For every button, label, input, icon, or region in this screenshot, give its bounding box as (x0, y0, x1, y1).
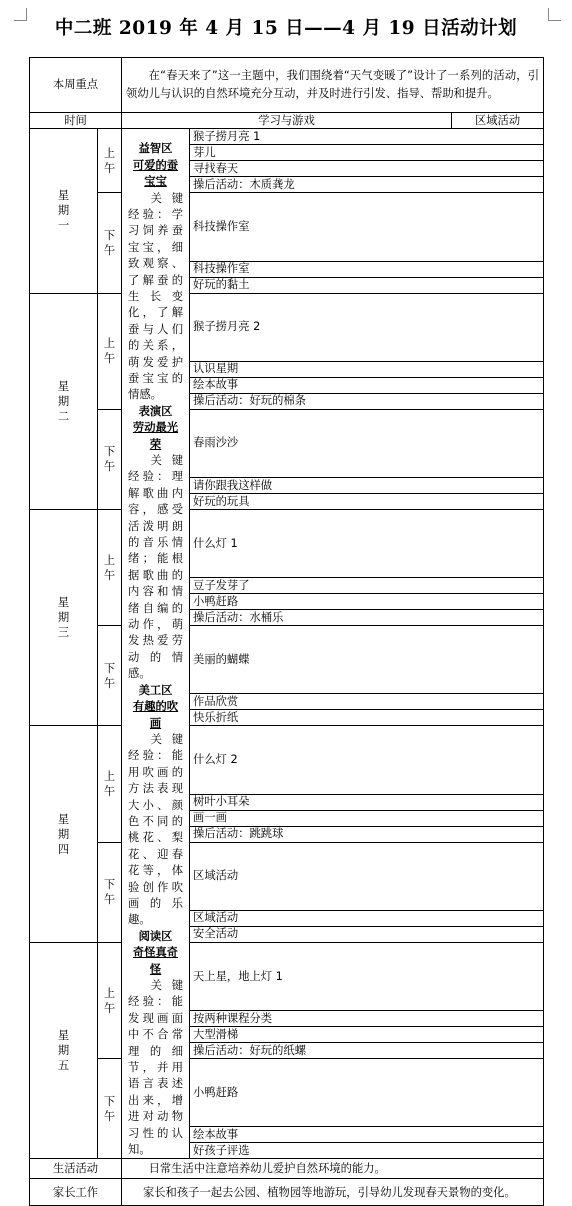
area-key-experience: 关键经验：能用吹画的方法表现大小、颜色不同的桃花、梨花、迎春花等，体验创作吹画的乐趣。 (128, 732, 184, 927)
activity-item: 画一画 (190, 810, 544, 826)
activity-item: 树叶小耳朵 (190, 794, 544, 810)
day-label (30, 726, 98, 942)
area-key-experience: 关键经验：理解歌曲内容，感受活泼明朗的音乐情绪；能根据歌曲的内容和情绪自编的动作，萌发热爱劳动的情感。 (128, 454, 184, 681)
pm-label: 下午 (98, 842, 122, 942)
activity-item: 绘本故事 (190, 1127, 544, 1143)
day-label-char: 星 (57, 812, 70, 826)
day-label-char: 期 (57, 1044, 70, 1058)
activity-item: 芽儿 (190, 145, 544, 161)
area-activity-name: 劳动最光荣 (132, 421, 179, 451)
day-label (30, 942, 98, 1159)
am-label: 上午 (98, 942, 122, 1058)
activity-item: 科技操作室 (190, 193, 544, 261)
activity-item: 小鸭赶路 (190, 1059, 544, 1127)
day-label-char: 一 (57, 219, 70, 233)
activity-item: 按两种课程分类 (190, 1011, 544, 1027)
am-label-char: 上 (103, 146, 116, 160)
area-key-experience: 关键经验：学习饲养蚕宝宝，细致观察、了解蚕的生长变化，了解蚕与人们的关系，萌发爱护蚕宝宝的情感。 (128, 191, 184, 402)
activity-item: 好孩子评选 (190, 1143, 544, 1159)
am-label: 上午 (98, 293, 122, 409)
pm-label: 下午 (98, 1059, 122, 1159)
activity-item: 天上星，地上灯 1 (190, 942, 544, 1010)
area-zone: 表演区 (138, 404, 173, 418)
day-label-char: 期 (57, 394, 70, 408)
day-label-char: 星 (57, 596, 70, 610)
activity-item: 区域活动 (190, 842, 544, 910)
life-label: 生活活动 (30, 1159, 122, 1179)
activity-item: 大型滑梯 (190, 1027, 544, 1043)
area-zone: 阅读区 (138, 929, 173, 943)
activity-item: 好玩的玩具 (190, 494, 544, 510)
area-activity-name: 有趣的吹画 (132, 700, 179, 730)
area-zone: 益智区 (138, 142, 173, 156)
activity-item: 绘本故事 (190, 377, 544, 393)
activity-item: 豆子发芽了 (190, 578, 544, 594)
day-label-char: 星 (57, 1029, 70, 1043)
day-label-char: 三 (57, 626, 70, 640)
day-label-char: 星 (57, 379, 70, 393)
pm-label: 下午 (98, 626, 122, 726)
activity-item: 区域活动 (190, 910, 544, 926)
activity-item: 科技操作室 (190, 261, 544, 277)
pm-label: 下午 (98, 409, 122, 509)
day-label-char: 四 (57, 842, 70, 856)
am-label-char: 午 (103, 161, 116, 175)
focus-text: 在“春天来了”这一主题中，我们围绕着“天气变暖了”设计了一系列的活动，引领幼儿与认识的自然环境充分互动，并及时进行引发、指导、帮助和提升。 (122, 58, 544, 113)
day-label (30, 293, 98, 509)
day-label-char: 星 (57, 189, 70, 203)
activity-item: 猴子捞月亮 2 (190, 293, 544, 361)
day-label-char: 五 (57, 1059, 70, 1073)
am-label (98, 129, 122, 193)
pm-label-char: 下 (103, 228, 116, 242)
header-area: 区域活动 (452, 113, 544, 129)
activity-item: 操后活动：跳跳球 (190, 826, 544, 842)
day-label-char: 期 (57, 827, 70, 841)
area-zone: 美工区 (138, 683, 173, 697)
life-text: 日常生活中注意培养幼儿爱护自然环境的能力。 (122, 1159, 544, 1179)
activity-item: 春雨沙沙 (190, 409, 544, 477)
activity-item: 操后活动：木质龚龙 (190, 177, 544, 193)
pm-label (98, 193, 122, 293)
activity-item: 猴子捞月亮 1 (190, 129, 544, 145)
day-label (30, 510, 98, 726)
area-key-experience: 关键经验：能发现画面中不合常理的细节，并用语言表述出来，增进对动物习性的认知。 (128, 979, 184, 1157)
activity-item: 好玩的黏土 (190, 277, 544, 293)
activity-item: 寻找春天 (190, 161, 544, 177)
activity-item: 认识星期 (190, 361, 544, 377)
activity-item: 小鸭赶路 (190, 594, 544, 610)
am-label: 上午 (98, 726, 122, 842)
activity-item: 操后活动：好玩的棉条 (190, 393, 544, 409)
day-label (30, 129, 98, 293)
header-learning: 学习与游戏 (122, 113, 452, 129)
activity-item: 操后活动：好玩的纸螺 (190, 1043, 544, 1059)
activity-item: 快乐折纸 (190, 710, 544, 726)
activity-item: 操后活动：水桶乐 (190, 610, 544, 626)
activity-item: 请你跟我这样做 (190, 478, 544, 494)
parents-text: 家长和孩子一起去公园、植物园等地游玩，引导幼儿发现春天景物的变化。 (122, 1179, 544, 1206)
day-label-char: 期 (57, 611, 70, 625)
pm-label-char: 午 (103, 243, 116, 257)
activity-item: 安全活动 (190, 926, 544, 942)
activity-item: 什么灯 1 (190, 510, 544, 578)
day-label-char: 二 (57, 409, 70, 423)
area-activities (122, 129, 190, 1159)
header-time: 时间 (30, 113, 122, 129)
activity-item: 作品欣赏 (190, 694, 544, 710)
focus-label: 本周重点 (30, 58, 122, 113)
area-activity-name: 可爱的蚕宝宝 (132, 158, 179, 189)
parents-label: 家长工作 (30, 1179, 122, 1206)
activity-item: 什么灯 2 (190, 726, 544, 794)
activity-item: 美丽的蝴蝶 (190, 626, 544, 694)
page-title: 中二班 2019 年 4 月 15 日——4 月 19 日活动计划 (54, 18, 518, 39)
activity-plan-table (29, 57, 544, 1206)
day-label-char: 期 (57, 204, 70, 218)
am-label: 上午 (98, 510, 122, 626)
area-activity-name: 奇怪真奇怪 (132, 946, 179, 976)
